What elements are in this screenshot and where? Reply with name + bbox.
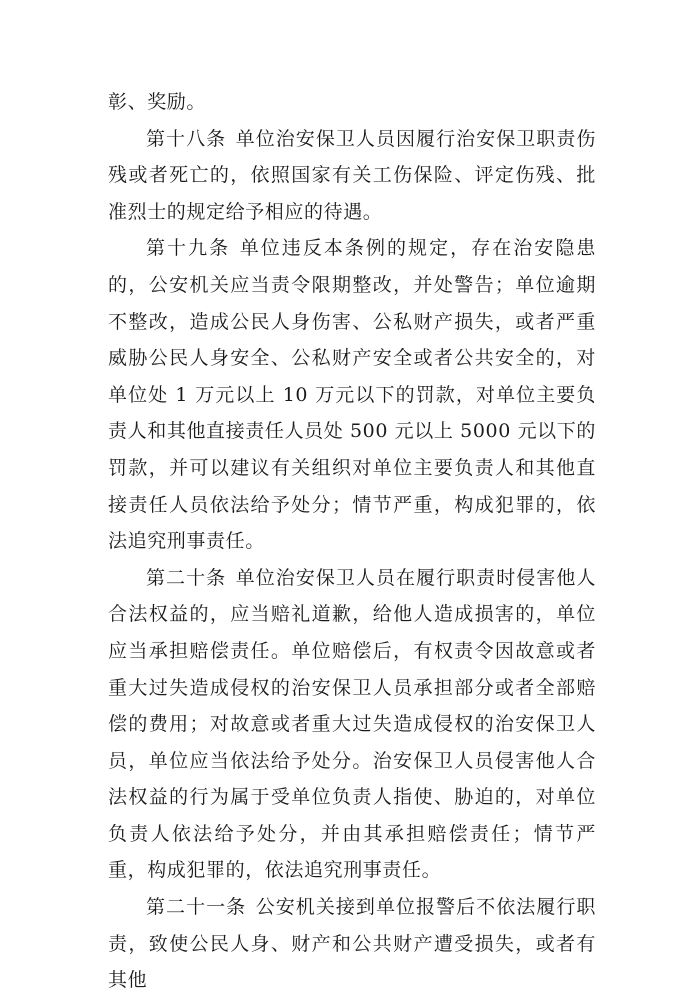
article-text: 单位治安保卫人员因履行治安保卫职责伤残或者死亡的，依照国家有关工伤保险、评定伤残、批准烈士的规定给予相应的待遇。 bbox=[108, 127, 596, 223]
article-number: 第十八条 bbox=[146, 127, 227, 150]
document-body bbox=[108, 84, 596, 999]
article-number: 第二十条 bbox=[146, 566, 227, 589]
article-text: 单位违反本条例的规定，存在治安隐患的，公安机关应当责令限期整改，并处警告；单位逾期不整改，造成公民人身伤害、公私财产损失，或者严重威胁公民人身安全、公私财产安全或者公共安全的，对单位处 1 万元以上 10 万元以下的罚款，对单位主要负责人和其他直接责任人员处 500 元以上 5000 元以下的罚款，并可以建议有关组织对单位主要负责人和其他直接责任人员依法给予处分；情节严重，构成犯罪的，依法追究刑事责任。 bbox=[108, 237, 597, 553]
continuation-text: 彰、奖励。 bbox=[108, 91, 207, 113]
article-19 bbox=[108, 230, 596, 559]
article-21 bbox=[108, 889, 596, 999]
article-20 bbox=[108, 560, 596, 889]
article-text: 单位治安保卫人员在履行职责时侵害他人合法权益的，应当赔礼道歉，给他人造成损害的，单位应当承担赔偿责任。单位赔偿后，有权责令因故意或者重大过失造成侵权的治安保卫人员承担部分或者全部赔偿的费用；对故意或者重大过失造成侵权的治安保卫人员，单位应当依法给予处分。治安保卫人员侵害他人合法权益的行为属于受单位负责人指使、胁迫的，对单位负责人依法给予处分，并由其承担赔偿责任；情节严重，构成犯罪的，依法追究刑事责任。 bbox=[108, 566, 596, 882]
article-number: 第十九条 bbox=[146, 237, 231, 260]
article-text: 公安机关接到单位报警后不依法履行职责，致使公民人身、财产和公共财产遭受损失，或者有其他 bbox=[108, 896, 596, 992]
article-18 bbox=[108, 121, 596, 231]
article-number: 第二十一条 bbox=[146, 896, 247, 919]
